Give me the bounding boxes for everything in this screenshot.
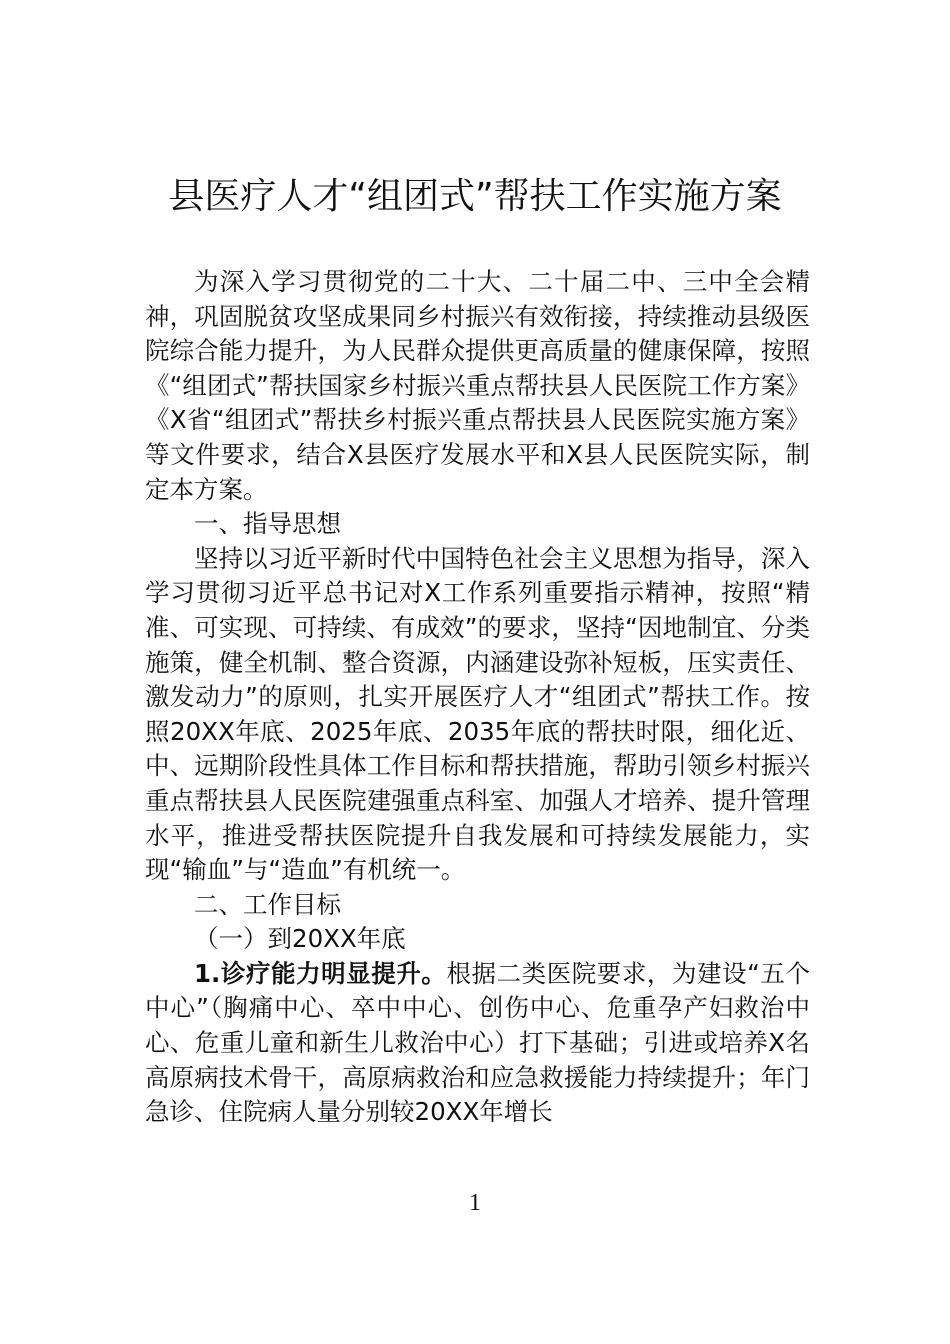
guiding-ideology-paragraph: 坚持以习近平新时代中国特色社会主义思想为指导，深入学习贯彻习近平总书记对X工作系列重要指示精神，按照“精准、可实现、可持续、有成效”的要求，坚持“因地制宜、分类施策，健全机制、整合资源，内涵建设弥补短板，压实责任、激发动力”的原则，扎实开展医疗人才“组团式”帮扶工作。按照20XX年底、2025年底、2035年底的帮扶时限，细化近、中、远期阶段性具体工作目标和帮扶措施，帮助引领乡村振兴重点帮扶县人民医院建强重点科室、加强人才培养、提升管理水平，推进受帮扶医院提升自我发展和可持续发展能力，实现“输血”与“造血”有机统一。 [145, 543, 810, 885]
section-heading-work-goals: 二、工作目标 [194, 889, 341, 919]
goal-item-lead: 1.诊疗能力明显提升。 [194, 958, 447, 988]
subsection-heading-by-year-end: （一）到20XX年底 [194, 924, 406, 954]
document-title: 县医疗人才“组团式”帮扶工作实施方案 [168, 176, 782, 217]
intro-paragraph: 为深入学习贯彻党的二十大、二十届二中、三中全会精神，巩固脱贫攻坚成果同乡村振兴有效衔接，持续推动县级医院综合能力提升，为人民群众提供更高质量的健康保障，按照《“组团式”帮扶国家乡村振兴重点帮扶县人民医院工作方案》《X省“组团式”帮扶乡村振兴重点帮扶县人民医院实施方案》等文件要求，结合X县医疗发展水平和X县人民医院实际，制定本方案。 [145, 267, 810, 504]
document-body [145, 265, 810, 1130]
goal-item-paragraph [145, 957, 810, 1130]
section-heading-guiding-ideology: 一、指导思想 [194, 509, 341, 539]
goal-item-text: 根据二类医院要求，为建设“五个中心”（胸痛中心、卒中中心、创伤中心、危重孕产妇救治中心、危重儿童和新生儿救治中心）打下基础；引进或培养X名高原病技术骨干，高原病救治和应急救援能力持续提升；年门急诊、住院病人量分别较20XX年增长 [145, 958, 810, 1127]
page-number: 1 [469, 1190, 481, 1216]
